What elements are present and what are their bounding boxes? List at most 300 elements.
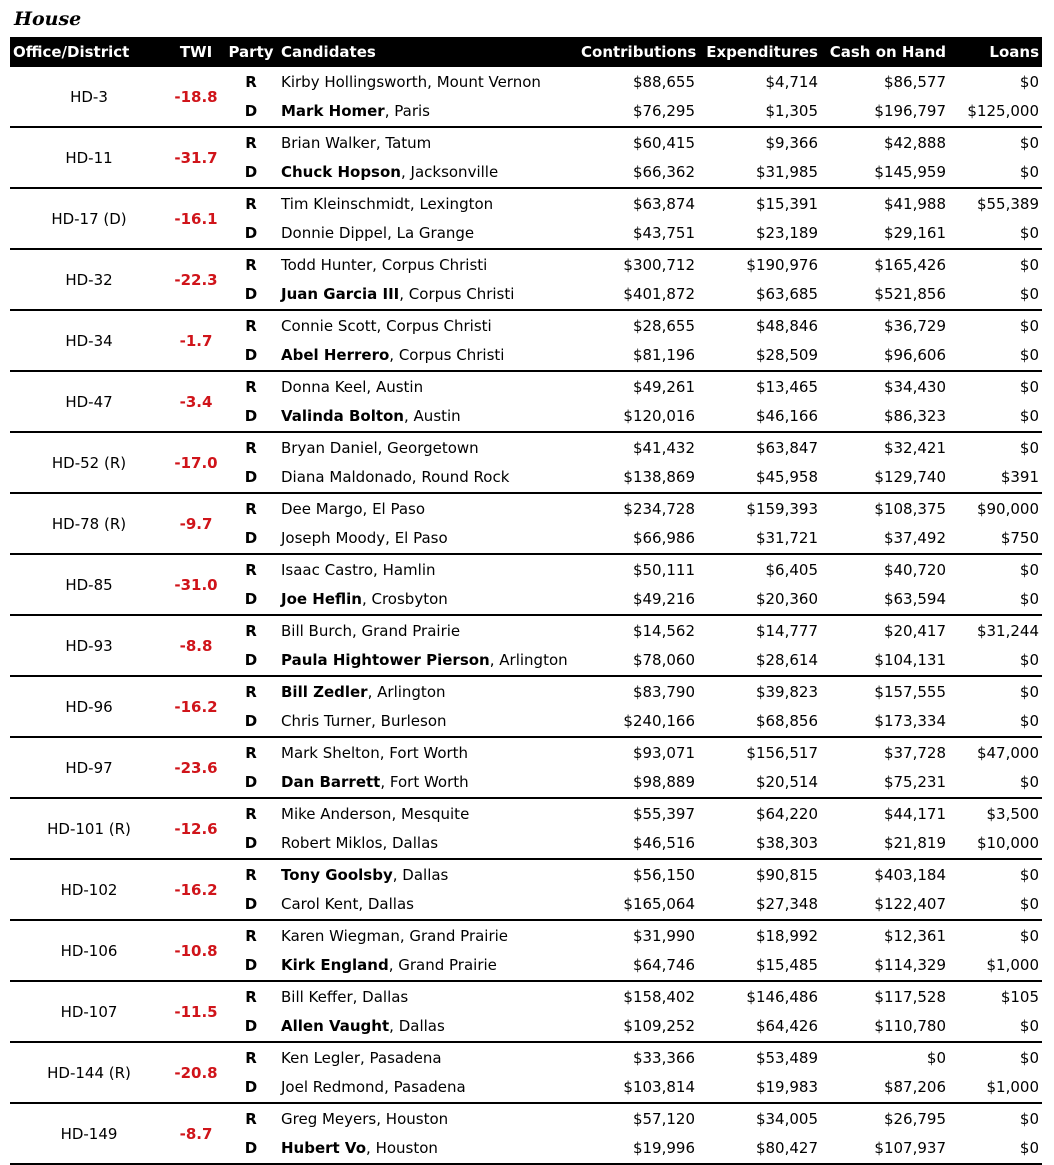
expenditures-cell: $6,405: [765, 560, 818, 579]
candidate-separator: ,: [379, 743, 390, 762]
loans-cell: $1,000: [949, 1073, 1042, 1104]
expenditures-cell: $34,005: [755, 1109, 818, 1128]
loans-cell: $0: [949, 280, 1042, 311]
candidate-city: Pasadena: [369, 1048, 442, 1067]
expenditures-cell: $159,393: [746, 499, 818, 518]
contributions-cell: $234,728: [623, 499, 695, 518]
candidate-cell: [278, 402, 578, 433]
twi-cell: -8.7: [168, 1103, 224, 1164]
header-loans: Loans: [949, 37, 1042, 67]
candidate-city: Arlington: [377, 682, 446, 701]
cash-on-hand-cell: $42,888: [883, 133, 946, 152]
expenditures-cell: $64,220: [755, 804, 818, 823]
loans-cell: $47,000: [976, 743, 1039, 762]
candidate-cell: [278, 615, 578, 646]
candidate-name: Mark Shelton: [281, 743, 380, 762]
contributions-cell: $300,712: [623, 255, 695, 274]
candidate-city: Jacksonville: [410, 163, 499, 182]
candidate-name: Connie Scott: [281, 316, 377, 335]
twi-cell: -10.8: [168, 920, 224, 981]
header-expenditures: Expenditures: [698, 37, 821, 67]
candidate-city: Austin: [375, 377, 424, 396]
table-row: [10, 737, 1042, 768]
cash-on-hand-cell: $108,375: [874, 499, 946, 518]
candidate-separator: ,: [384, 102, 395, 121]
contributions-cell: $55,397: [632, 804, 695, 823]
candidate-separator: ,: [366, 377, 376, 396]
party-cell: R: [245, 865, 257, 884]
candidate-name: Dan Barrett: [281, 773, 381, 792]
expenditures-cell: $64,426: [698, 1012, 821, 1043]
candidate-city: Corpus Christi: [408, 285, 515, 304]
district-cell: HD-17 (D): [10, 188, 168, 249]
twi-cell: -20.8: [168, 1042, 224, 1103]
candidate-cell: [278, 859, 578, 890]
loans-cell: $391: [949, 463, 1042, 494]
party-cell: R: [245, 499, 257, 518]
candidate-name: Kirby Hollingsworth: [281, 72, 428, 91]
twi-cell: -22.3: [168, 249, 224, 310]
candidate-city: El Paso: [394, 529, 448, 548]
cash-on-hand-cell: $403,184: [874, 865, 946, 884]
candidate-name: Dee Margo: [281, 499, 363, 518]
cash-on-hand-cell: $29,161: [821, 219, 949, 250]
candidate-name: Carol Kent: [281, 895, 359, 914]
contributions-cell: $98,889: [578, 768, 698, 799]
candidate-cell: [278, 890, 578, 921]
expenditures-cell: $27,348: [698, 890, 821, 921]
loans-cell: $0: [949, 1012, 1042, 1043]
candidate-city: Dallas: [367, 895, 414, 914]
party-cell: D: [224, 1012, 278, 1043]
loans-cell: $0: [1019, 377, 1039, 396]
district-cell: HD-32: [10, 249, 168, 310]
contributions-cell: $49,261: [632, 377, 695, 396]
candidate-cell: [278, 768, 578, 799]
candidate-cell: [278, 707, 578, 738]
header-candidates: Candidates: [278, 37, 578, 67]
candidate-cell: [278, 920, 578, 951]
party-cell: D: [224, 280, 278, 311]
loans-cell: $31,244: [976, 621, 1039, 640]
district-cell: HD-97: [10, 737, 168, 798]
cash-on-hand-cell: $110,780: [821, 1012, 949, 1043]
candidate-city: Mesquite: [401, 804, 470, 823]
contributions-cell: $43,751: [578, 219, 698, 250]
candidate-separator: ,: [389, 346, 399, 365]
candidate-cell: [278, 310, 578, 341]
twi-cell: -3.4: [168, 371, 224, 432]
candidate-separator: ,: [389, 1017, 399, 1036]
candidate-city: Corpus Christi: [398, 346, 505, 365]
twi-cell: -9.7: [168, 493, 224, 554]
candidate-city: Paris: [394, 102, 430, 121]
candidate-separator: ,: [358, 895, 368, 914]
contributions-cell: $78,060: [578, 646, 698, 677]
candidate-cell: [278, 67, 578, 97]
contributions-cell: $57,120: [632, 1109, 695, 1128]
candidate-separator: ,: [362, 499, 373, 518]
loans-cell: $0: [949, 707, 1042, 738]
candidate-separator: ,: [376, 1109, 386, 1128]
loans-cell: $0: [1019, 1048, 1039, 1067]
cash-on-hand-cell: $173,334: [821, 707, 949, 738]
loans-cell: $3,500: [986, 804, 1039, 823]
cash-on-hand-cell: $75,231: [821, 768, 949, 799]
candidate-city: Fort Worth: [389, 773, 469, 792]
candidate-city: La Grange: [396, 224, 475, 243]
table-row: [10, 615, 1042, 646]
table-row: [10, 859, 1042, 890]
expenditures-cell: $13,465: [755, 377, 818, 396]
contributions-cell: $76,295: [578, 97, 698, 128]
candidate-separator: ,: [489, 651, 500, 670]
expenditures-cell: $28,509: [698, 341, 821, 372]
candidate-cell: [278, 1103, 578, 1134]
candidate-separator: ,: [409, 194, 420, 213]
candidate-cell: [278, 524, 578, 555]
expenditures-cell: $31,985: [698, 158, 821, 189]
candidate-separator: ,: [376, 316, 387, 335]
expenditures-cell: $156,517: [746, 743, 818, 762]
loans-cell: $0: [1019, 438, 1039, 457]
candidate-name: Paula Hightower Pierson: [281, 651, 490, 670]
party-cell: D: [224, 768, 278, 799]
candidate-name: Robert Miklos: [281, 834, 383, 853]
party-cell: D: [224, 97, 278, 128]
header-cash-on-hand: Cash on Hand: [821, 37, 949, 67]
expenditures-cell: $20,514: [698, 768, 821, 799]
contributions-cell: $93,071: [632, 743, 695, 762]
candidate-separator: ,: [366, 1139, 376, 1158]
contributions-cell: $56,150: [632, 865, 695, 884]
contributions-cell: $46,516: [578, 829, 698, 860]
table-row: [10, 676, 1042, 707]
cash-on-hand-cell: $37,728: [883, 743, 946, 762]
cash-on-hand-cell: $37,492: [821, 524, 949, 555]
contributions-cell: $63,874: [632, 194, 695, 213]
party-cell: R: [245, 682, 257, 701]
expenditures-cell: $20,360: [698, 585, 821, 616]
candidate-cell: [278, 676, 578, 707]
district-cell: HD-106: [10, 920, 168, 981]
candidate-name: Donna Keel: [281, 377, 367, 396]
contributions-cell: $83,790: [632, 682, 695, 701]
party-cell: R: [245, 194, 257, 213]
section-title: House: [14, 8, 82, 30]
table-row: [10, 432, 1042, 463]
loans-cell: $0: [1019, 682, 1039, 701]
candidate-name: Karen Wiegman: [281, 926, 400, 945]
candidate-cell: [278, 585, 578, 616]
candidate-name: Mike Anderson: [281, 804, 392, 823]
party-cell: R: [245, 255, 257, 274]
table-row: [10, 1042, 1042, 1073]
party-cell: D: [224, 951, 278, 982]
candidate-name: Chuck Hopson: [281, 163, 401, 182]
expenditures-cell: $45,958: [698, 463, 821, 494]
loans-cell: $0: [949, 890, 1042, 921]
loans-cell: $0: [949, 158, 1042, 189]
candidate-name: Donnie Dippel: [281, 224, 388, 243]
candidate-separator: ,: [372, 255, 382, 274]
expenditures-cell: $63,685: [698, 280, 821, 311]
party-cell: R: [245, 804, 257, 823]
loans-cell: $0: [1019, 926, 1039, 945]
candidate-cell: [278, 1134, 578, 1165]
contributions-cell: $240,166: [578, 707, 698, 738]
contributions-cell: $81,196: [578, 341, 698, 372]
candidate-name: Isaac Castro: [281, 560, 374, 579]
party-cell: D: [224, 158, 278, 189]
candidate-name: Brian Walker: [281, 133, 376, 152]
expenditures-cell: $18,992: [755, 926, 818, 945]
cash-on-hand-cell: $521,856: [821, 280, 949, 311]
candidate-city: Lexington: [419, 194, 494, 213]
party-cell: D: [224, 402, 278, 433]
loans-cell: $0: [949, 585, 1042, 616]
contributions-cell: $103,814: [578, 1073, 698, 1104]
candidate-name: Greg Meyers: [281, 1109, 377, 1128]
header-party: Party: [224, 37, 278, 67]
candidate-city: Crosbyton: [371, 590, 448, 609]
expenditures-cell: $9,366: [765, 133, 818, 152]
candidate-name: Chris Turner: [281, 712, 372, 731]
candidate-city: Houston: [385, 1109, 449, 1128]
candidate-separator: ,: [427, 72, 437, 91]
cash-on-hand-cell: $86,577: [883, 72, 946, 91]
cash-on-hand-cell: $0: [926, 1048, 946, 1067]
loans-cell: $1,000: [949, 951, 1042, 982]
candidate-city: Grand Prairie: [361, 621, 461, 640]
loans-cell: $0: [949, 768, 1042, 799]
district-cell: HD-85: [10, 554, 168, 615]
party-cell: R: [245, 133, 257, 152]
twi-cell: -11.5: [168, 981, 224, 1042]
cash-on-hand-cell: $44,171: [883, 804, 946, 823]
house-races-table: [10, 37, 1042, 1165]
candidate-city: Arlington: [499, 651, 568, 670]
cash-on-hand-cell: $32,421: [883, 438, 946, 457]
party-cell: R: [245, 987, 257, 1006]
district-cell: HD-52 (R): [10, 432, 168, 493]
expenditures-cell: $38,303: [698, 829, 821, 860]
table-row: [10, 554, 1042, 585]
candidate-name: Joe Heflin: [281, 590, 362, 609]
expenditures-cell: $23,189: [698, 219, 821, 250]
candidate-cell: [278, 432, 578, 463]
table-row: [10, 371, 1042, 402]
loans-cell: $55,389: [976, 194, 1039, 213]
cash-on-hand-cell: $26,795: [883, 1109, 946, 1128]
cash-on-hand-cell: $87,206: [821, 1073, 949, 1104]
party-cell: R: [245, 743, 257, 762]
expenditures-cell: $146,486: [746, 987, 818, 1006]
table-row: [10, 127, 1042, 158]
contributions-cell: $120,016: [578, 402, 698, 433]
candidate-name: Joseph Moody: [281, 529, 386, 548]
candidate-separator: ,: [373, 560, 383, 579]
cash-on-hand-cell: $34,430: [883, 377, 946, 396]
contributions-cell: $88,655: [632, 72, 695, 91]
candidate-name: Ken Legler: [281, 1048, 360, 1067]
candidate-name: Mark Homer: [281, 102, 385, 121]
candidate-cell: [278, 737, 578, 768]
candidate-separator: ,: [352, 987, 363, 1006]
table-row: [10, 1103, 1042, 1134]
candidate-city: Georgetown: [387, 438, 479, 457]
candidate-city: Grand Prairie: [398, 956, 497, 975]
candidate-cell: [278, 493, 578, 524]
contributions-cell: $41,432: [632, 438, 695, 457]
district-cell: HD-101 (R): [10, 798, 168, 859]
candidate-city: Hamlin: [382, 560, 436, 579]
candidate-cell: [278, 188, 578, 219]
table-row: [10, 188, 1042, 219]
candidate-separator: ,: [371, 712, 381, 731]
party-cell: R: [245, 621, 257, 640]
candidate-city: Houston: [375, 1139, 438, 1158]
candidate-city: Burleson: [380, 712, 447, 731]
loans-cell: $0: [949, 646, 1042, 677]
party-cell: R: [245, 316, 257, 335]
candidate-separator: ,: [399, 285, 409, 304]
cash-on-hand-cell: $63,594: [821, 585, 949, 616]
candidate-name: Tony Goolsby: [281, 865, 393, 884]
candidate-separator: ,: [387, 224, 397, 243]
cash-on-hand-cell: $40,720: [883, 560, 946, 579]
party-cell: R: [245, 438, 257, 457]
expenditures-cell: $53,489: [755, 1048, 818, 1067]
party-cell: D: [224, 890, 278, 921]
expenditures-cell: $15,391: [755, 194, 818, 213]
cash-on-hand-cell: $41,988: [883, 194, 946, 213]
district-cell: HD-96: [10, 676, 168, 737]
district-cell: HD-47: [10, 371, 168, 432]
district-cell: HD-93: [10, 615, 168, 676]
candidate-city: Round Rock: [421, 468, 510, 487]
party-cell: D: [224, 707, 278, 738]
cash-on-hand-cell: $86,323: [821, 402, 949, 433]
contributions-cell: $64,746: [578, 951, 698, 982]
contributions-cell: $401,872: [578, 280, 698, 311]
cash-on-hand-cell: $114,329: [821, 951, 949, 982]
candidate-cell: [278, 463, 578, 494]
candidate-separator: ,: [391, 804, 401, 823]
candidate-name: Kirk England: [281, 956, 389, 975]
expenditures-cell: $190,976: [746, 255, 818, 274]
cash-on-hand-cell: $36,729: [883, 316, 946, 335]
candidate-separator: ,: [385, 529, 395, 548]
candidate-separator: ,: [380, 773, 390, 792]
loans-cell: $0: [1019, 133, 1039, 152]
twi-cell: -31.0: [168, 554, 224, 615]
contributions-cell: $33,366: [632, 1048, 695, 1067]
party-cell: D: [224, 1134, 278, 1165]
cash-on-hand-cell: $107,937: [821, 1134, 949, 1165]
cash-on-hand-cell: $165,426: [874, 255, 946, 274]
table-row: [10, 920, 1042, 951]
district-cell: HD-78 (R): [10, 493, 168, 554]
loans-cell: $0: [1019, 316, 1039, 335]
party-cell: D: [224, 219, 278, 250]
candidate-name: Todd Hunter: [281, 255, 373, 274]
candidate-name: Bill Keffer: [281, 987, 353, 1006]
loans-cell: $90,000: [976, 499, 1039, 518]
loans-cell: $0: [949, 402, 1042, 433]
candidate-name: Allen Vaught: [281, 1017, 390, 1036]
loans-cell: $0: [1019, 560, 1039, 579]
loans-cell: $0: [1019, 72, 1039, 91]
candidate-cell: [278, 646, 578, 677]
twi-cell: -17.0: [168, 432, 224, 493]
expenditures-cell: $19,983: [698, 1073, 821, 1104]
party-cell: R: [245, 1048, 257, 1067]
header-contributions: Contributions: [578, 37, 698, 67]
twi-cell: -16.1: [168, 188, 224, 249]
candidate-cell: [278, 798, 578, 829]
candidate-name: Juan Garcia III: [281, 285, 400, 304]
header-office: Office/District: [10, 37, 168, 67]
candidate-cell: [278, 1042, 578, 1073]
candidate-city: El Paso: [372, 499, 426, 518]
cash-on-hand-cell: $122,407: [821, 890, 949, 921]
loans-cell: $0: [949, 219, 1042, 250]
cash-on-hand-cell: $117,528: [874, 987, 946, 1006]
party-cell: D: [224, 585, 278, 616]
table-row: [10, 249, 1042, 280]
party-cell: D: [224, 524, 278, 555]
candidate-city: Austin: [413, 407, 461, 426]
district-cell: HD-149: [10, 1103, 168, 1164]
cash-on-hand-cell: $96,606: [821, 341, 949, 372]
twi-cell: -16.2: [168, 676, 224, 737]
loans-cell: $0: [1019, 1109, 1039, 1128]
contributions-cell: $165,064: [578, 890, 698, 921]
expenditures-cell: $80,427: [698, 1134, 821, 1165]
expenditures-cell: $31,721: [698, 524, 821, 555]
candidate-name: Joel Redmond: [281, 1078, 385, 1097]
table-row: [10, 310, 1042, 341]
twi-cell: -12.6: [168, 798, 224, 859]
candidate-separator: ,: [375, 133, 386, 152]
party-cell: R: [245, 377, 257, 396]
contributions-cell: $31,990: [632, 926, 695, 945]
candidate-name: Diana Maldonado: [281, 468, 412, 487]
twi-cell: -16.2: [168, 859, 224, 920]
contributions-cell: $19,996: [578, 1134, 698, 1165]
party-cell: R: [245, 560, 257, 579]
candidate-name: Valinda Bolton: [281, 407, 404, 426]
expenditures-cell: $14,777: [755, 621, 818, 640]
district-cell: HD-102: [10, 859, 168, 920]
contributions-cell: $50,111: [632, 560, 695, 579]
candidate-city: Dallas: [392, 834, 439, 853]
candidate-separator: ,: [384, 1078, 394, 1097]
contributions-cell: $158,402: [623, 987, 695, 1006]
party-cell: R: [245, 926, 257, 945]
candidate-city: Fort Worth: [389, 743, 469, 762]
candidate-separator: ,: [382, 834, 392, 853]
twi-cell: -23.6: [168, 737, 224, 798]
cash-on-hand-cell: $196,797: [821, 97, 949, 128]
candidate-separator: ,: [377, 438, 388, 457]
candidate-cell: [278, 951, 578, 982]
candidate-cell: [278, 127, 578, 158]
twi-cell: -31.7: [168, 127, 224, 188]
candidate-cell: [278, 1073, 578, 1104]
candidate-name: Abel Herrero: [281, 346, 390, 365]
